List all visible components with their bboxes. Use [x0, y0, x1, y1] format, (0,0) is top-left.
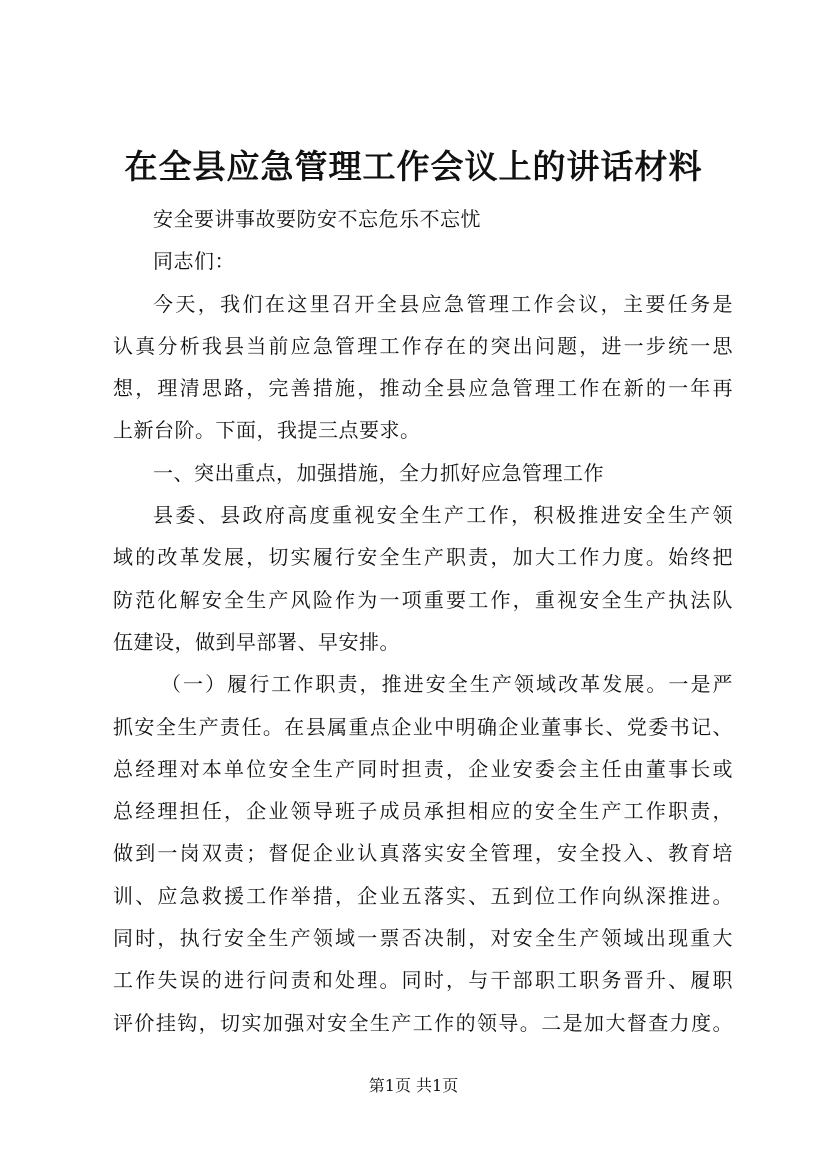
paragraph-line: 认真分析我县当前应急管理工作存在的突出问题，进一步统一思: [113, 333, 733, 358]
salutation-line: 同志们：: [153, 249, 235, 274]
paragraph-line: 训、应急救援工作举措，企业五落实、五到位工作向纵深推进。: [113, 883, 733, 908]
subsection-line: （一）履行工作职责，推进安全生产领域改革发展。一是严: [161, 672, 733, 697]
section-heading: 一、突出重点，加强措施，全力抓好应急管理工作: [153, 460, 604, 485]
paragraph-line: 今天，我们在这里召开全县应急管理工作会议，主要任务是: [153, 291, 733, 316]
paragraph-line: 评价挂钩，切实加强对安全生产工作的领导。二是加大督查力度。: [113, 1010, 733, 1035]
paragraph-line: 抓安全生产责任。在县属重点企业中明确企业董事长、党委书记、: [113, 714, 733, 739]
paragraph-line: 总经理对本单位安全生产同时担责，企业安委会主任由董事长或: [113, 756, 733, 781]
paragraph-line: 想，理清思路，完善措施，推动全县应急管理工作在新的一年再: [113, 376, 733, 401]
document-body: [113, 198, 733, 1044]
paragraph-line: 做到一岗双责；督促企业认真落实安全管理，安全投入、教育培: [113, 841, 733, 866]
paragraph-line: 域的改革发展，切实履行安全生产职责，加大工作力度。始终把: [113, 545, 733, 570]
paragraph-line: 防范化解安全生产风险作为一项重要工作，重视安全生产执法队: [113, 587, 733, 612]
paragraph-line: 县委、县政府高度重视安全生产工作，积极推进安全生产领: [153, 503, 733, 528]
paragraph-line: 上新台阶。下面，我提三点要求。: [113, 418, 421, 443]
document-title: 在全县应急管理工作会议上的讲话材料: [124, 147, 703, 186]
page-number-footer: 第1页 共1页: [368, 1076, 459, 1095]
paragraph-line: 同时，执行安全生产领域一票否决制，对安全生产领域出现重大: [113, 926, 733, 951]
paragraph-line: 工作失误的进行问责和处理。同时，与干部职工职务晋升、履职: [113, 968, 733, 993]
paragraph-line: 伍建设，做到早部署、早安排。: [113, 629, 400, 654]
subtitle-line: 安全要讲事故要防安不忘危乐不忘忧: [153, 207, 481, 231]
paragraph-line: 总经理担任，企业领导班子成员承担相应的安全生产工作职责，: [113, 799, 733, 824]
